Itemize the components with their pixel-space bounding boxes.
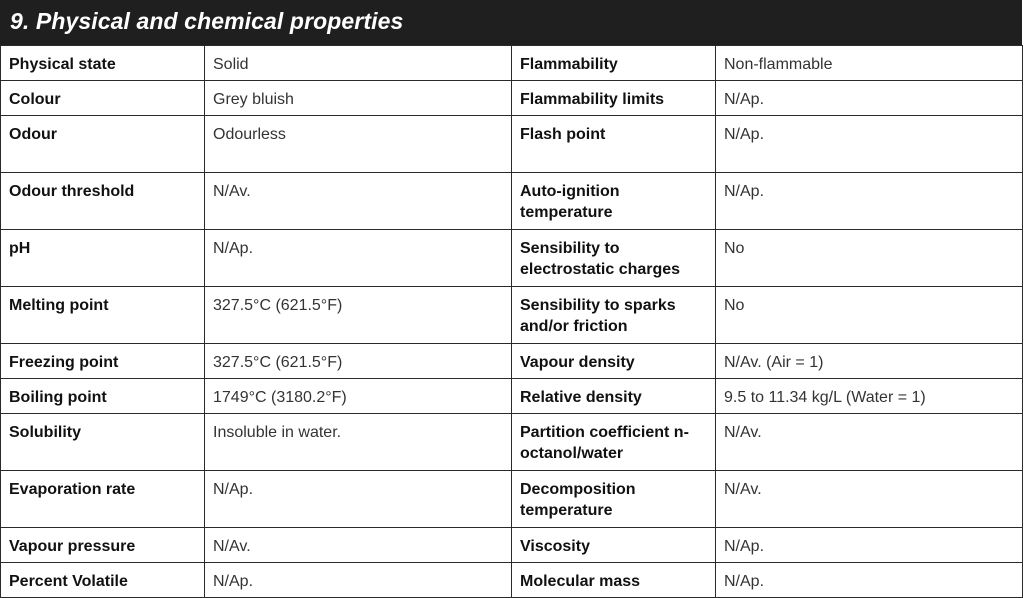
table-row	[1, 414, 1023, 471]
property-label: Colour	[1, 81, 205, 116]
property-label: pH	[1, 230, 205, 287]
table-row	[1, 230, 1023, 287]
property-value: 1749°C (3180.2°F)	[205, 379, 512, 414]
table-row	[1, 563, 1023, 598]
property-value: N/Av. (Air = 1)	[716, 344, 1023, 379]
property-value: N/Ap.	[205, 230, 512, 287]
table-row	[1, 344, 1023, 379]
property-label: Percent Volatile	[1, 563, 205, 598]
table-row	[1, 528, 1023, 563]
property-value: 327.5°C (621.5°F)	[205, 344, 512, 379]
property-label: Auto-ignition temperature	[512, 173, 716, 230]
property-value: N/Av.	[716, 471, 1023, 528]
property-value: N/Ap.	[716, 173, 1023, 230]
property-label: Evaporation rate	[1, 471, 205, 528]
section-title: 9. Physical and chemical properties	[10, 8, 404, 34]
property-value: Insoluble in water.	[205, 414, 512, 471]
section-header	[0, 0, 1022, 45]
property-label: Viscosity	[512, 528, 716, 563]
property-label: Solubility	[1, 414, 205, 471]
property-label: Vapour pressure	[1, 528, 205, 563]
table-row	[1, 471, 1023, 528]
table-row	[1, 46, 1023, 81]
property-value: N/Av.	[716, 414, 1023, 471]
property-value: Odourless	[205, 116, 512, 173]
table-row	[1, 379, 1023, 414]
property-label: Boiling point	[1, 379, 205, 414]
property-label: Relative density	[512, 379, 716, 414]
property-label: Flammability limits	[512, 81, 716, 116]
property-value: Solid	[205, 46, 512, 81]
property-value: No	[716, 287, 1023, 344]
property-label: Physical state	[1, 46, 205, 81]
property-label: Vapour density	[512, 344, 716, 379]
property-value: N/Ap.	[716, 81, 1023, 116]
table-row	[1, 173, 1023, 230]
property-label: Decomposition temperature	[512, 471, 716, 528]
property-label: Odour	[1, 116, 205, 173]
table-row	[1, 287, 1023, 344]
property-value: N/Av.	[205, 173, 512, 230]
property-value: N/Av.	[205, 528, 512, 563]
property-value: N/Ap.	[716, 528, 1023, 563]
property-label: Freezing point	[1, 344, 205, 379]
property-label: Sensibility to electrostatic charges	[512, 230, 716, 287]
property-value: Non-flammable	[716, 46, 1023, 81]
property-value: N/Ap.	[205, 563, 512, 598]
property-value: No	[716, 230, 1023, 287]
property-label: Flammability	[512, 46, 716, 81]
property-value: 327.5°C (621.5°F)	[205, 287, 512, 344]
property-value: N/Ap.	[716, 116, 1023, 173]
property-value: N/Ap.	[716, 563, 1023, 598]
table-row	[1, 81, 1023, 116]
property-value: Grey bluish	[205, 81, 512, 116]
property-label: Partition coefficient n-octanol/water	[512, 414, 716, 471]
property-label: Melting point	[1, 287, 205, 344]
property-label: Flash point	[512, 116, 716, 173]
table-row	[1, 116, 1023, 173]
property-label: Molecular mass	[512, 563, 716, 598]
property-label: Odour threshold	[1, 173, 205, 230]
properties-table	[0, 45, 1023, 598]
property-value: N/Ap.	[205, 471, 512, 528]
property-value: 9.5 to 11.34 kg/L (Water = 1)	[716, 379, 1023, 414]
property-label: Sensibility to sparks and/or friction	[512, 287, 716, 344]
